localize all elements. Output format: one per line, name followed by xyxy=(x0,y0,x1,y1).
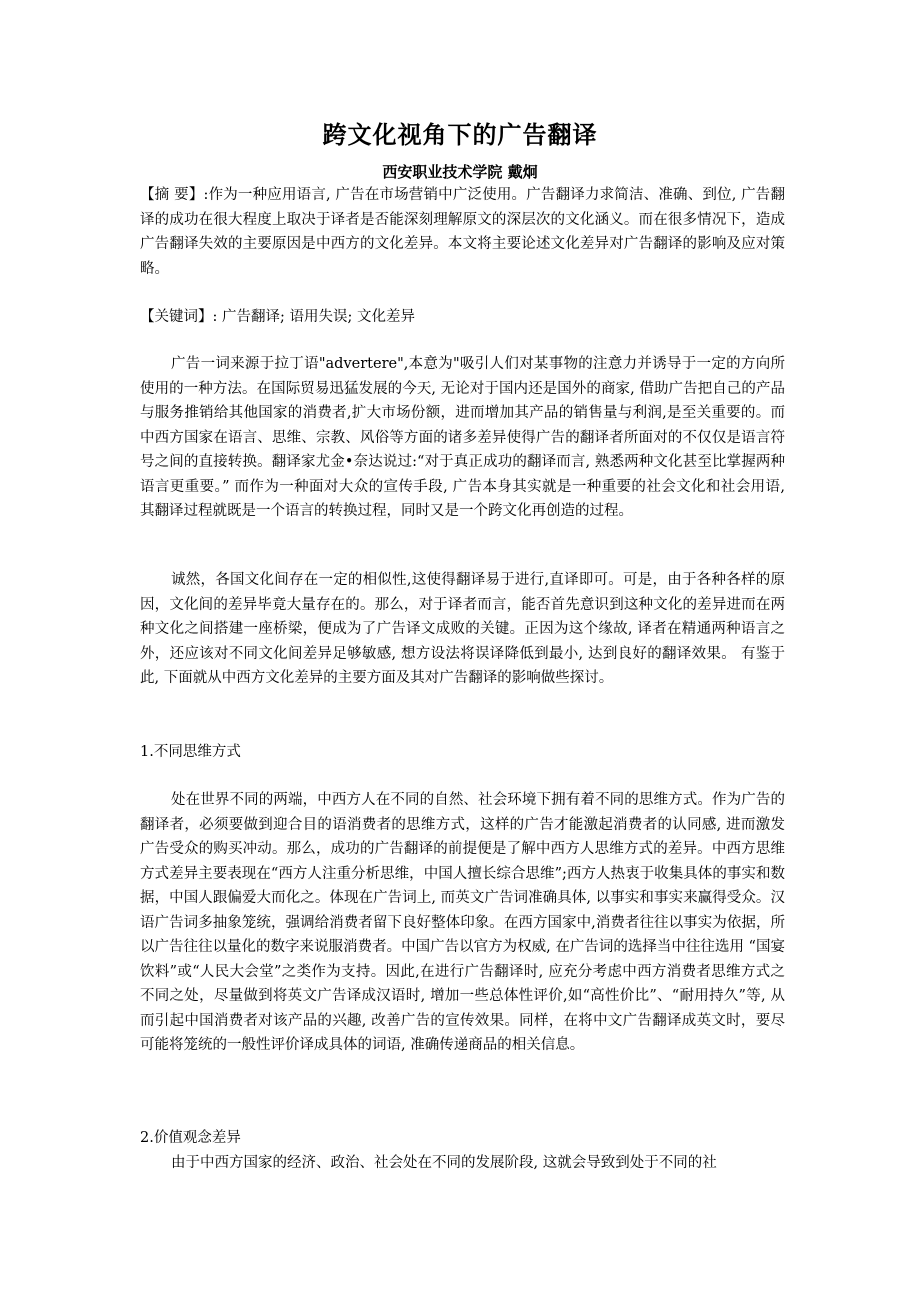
author-line: 西安职业技术学院 戴炯 xyxy=(382,163,538,181)
keywords-line: 【关键词】: 广告翻译; 语用失误; 文化差异 xyxy=(140,309,415,325)
document-title: 跨文化视角下的广告翻译 xyxy=(322,121,598,149)
body-paragraph-3: 处在世界不同的两端，中西方人在不同的自然、社会环境下拥有着不同的思维方式。作为广告的翻译者，必须要做到迎合目的语消费者的思维方式，这样的广告才能激起消费者的认同感, 进而激发广告受众的购买冲动。那么，成功的广告翻译的前提便是了解中西方人思维方式的差异。中西方思维方式差异主要表现在“西方人注重分析思维，中国人擅长综合思维”;西方人热衷于收集具体的事实和数据，中国人跟偏爱大而化之。体现在广告词上, 而英文广告词准确具体, 以事实和事实来赢得受众。汉语广告词多抽象笼统，强调给消费者留下良好整体印象。在西方国家中,消费者往往以事实为依据，所以广告往往以量化的数字来说服消费者。中国广告以官方为权威, 在广告词的选择当中往往选用 “国宴饮料”或“人民大会堂”之类作为支持。因此,在进行广告翻译时, 应充分考虑中西方消费者思维方式之不同之处，尽量做到将英文广告译成汉语时, 增加一些总体性评价,如“高性价比”、“耐用持久”等, 从而引起中国消费者对该产品的兴趣, 改善广告的宣传效果。同样，在将中文广告翻译成英文时，要尽可能将笼统的一般性评价译成具体的词语, 准确传递商品的相关信息。 xyxy=(140,792,785,1053)
body-paragraph-2: 诚然，各国文化间存在一定的相似性,这使得翻译易于进行,直译即可。可是，由于各种各样的原因，文化间的差异毕竟大量存在的。那么，对于译者而言，能否首先意识到这种文化的差异进而在两种文化之间搭建一座桥梁，便成为了广告译文成败的关键。正因为这个缘故, 译者在精通两种语言之外，还应该对不同文化间差异足够敏感, 想方设法将误译降低到最小, 达到良好的翻译效果。 有鉴于此, 下面就从中西方文化差异的主要方面及其对广告翻译的影响做些探讨。 xyxy=(140,572,785,686)
abstract-paragraph: 【摘 要】:作为一种应用语言, 广告在市场营销中广泛使用。广告翻译力求简洁、准确、到位, 广告翻译的成功在很大程度上取决于译者是否能深刻理解原文的深层次的文化涵义。而在很多情况下，造成广告翻译失效的主要原因是中西方的文化差异。本文将主要论述文化差异对广告翻译的影响及应对策略。 xyxy=(140,187,785,277)
section-heading-2: 2.价值观念差异 xyxy=(140,1130,241,1146)
section-heading-1: 1.不同思维方式 xyxy=(140,744,241,760)
body-paragraph-4: 由于中西方国家的经济、政治、社会处在不同的发展阶段, 这就会导致到处于不同的社 xyxy=(171,1155,717,1171)
body-paragraph-1: 广告一词来源于拉丁语"advertere",本意为"吸引人们对某事物的注意力并诱导于一定的方向所使用的一种方法。在国际贸易迅猛发展的今天, 无论对于国内还是国外的商家, 借助广告把自己的产品与服务推销给其他国家的消费者,扩大市场份额，进而增加其产品的销售量与利润,是至关重要的。而中西方国家在语言、思维、宗教、风俗等方面的诸多差异使得广告的翻译者所面对的不仅仅是语言符号之间的直接转换。翻译家尤金•奈达说过:“对于真正成功的翻译而言, 熟悉两种文化甚至比掌握两种语言更重要。” 而作为一种面对大众的宣传手段, 广告本身其实就是一种重要的社会文化和社会用语, 其翻译过程就既是一个语言的转换过程，同时又是一个跨文化再创造的过程。 xyxy=(140,356,785,519)
